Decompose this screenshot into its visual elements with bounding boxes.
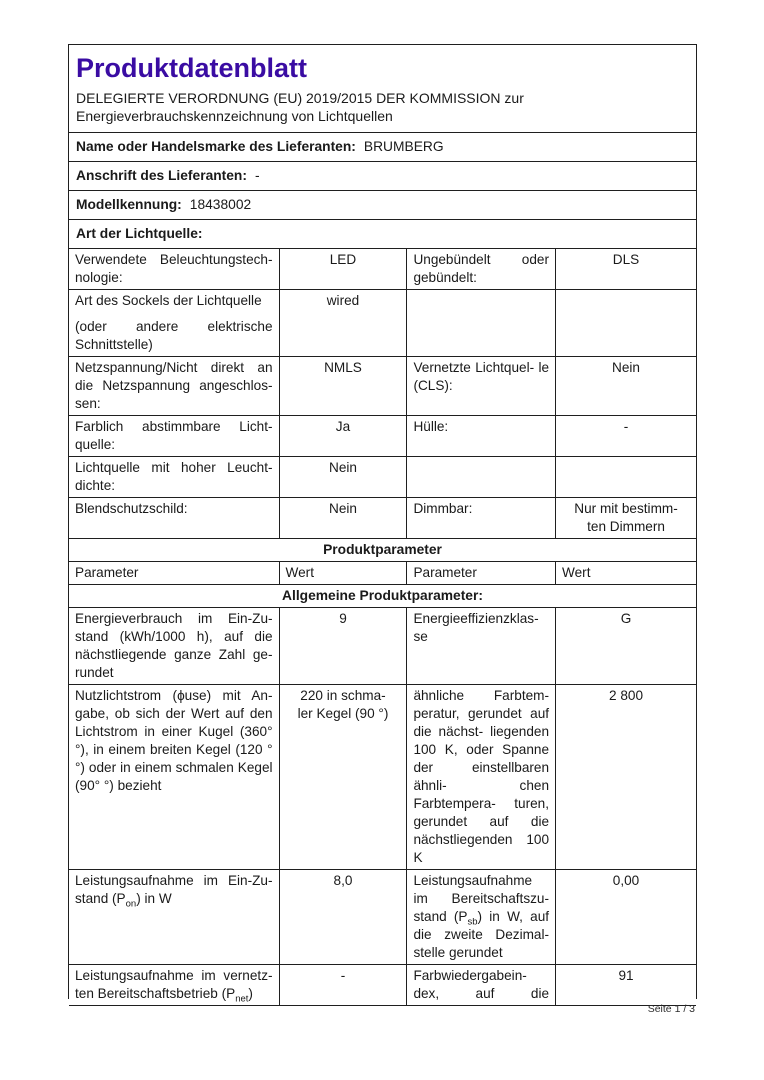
param-label-cell: Leistungsaufnahme im vernetz- ten Bereitschaftsbetrieb $(P_{net})$ — [69, 965, 279, 1006]
section-header-produktparameter — [69, 539, 696, 562]
column-header: Parameter — [407, 562, 556, 585]
section-header-allgemeine — [69, 585, 696, 608]
value-cell: 220 in schma- ler Kegel (90 °) — [279, 685, 407, 870]
param-label-cell: Nutzlichtstrom (ϕuse) mit An- gabe, ob sich der Wert auf den Lichtstrom in einer Kugel (360° °), in einem breiten Kegel (120 °°) oder in einem schmalen Kegel (90° °) bezieht — [69, 685, 279, 870]
value-cell: NMLS — [279, 357, 407, 416]
table-row — [69, 357, 696, 416]
supplier-name-row — [69, 132, 696, 161]
value-cell: - — [279, 965, 407, 1006]
model-id-row — [69, 190, 696, 219]
param-label-cell: Energieeffizienzklas- se — [407, 608, 556, 685]
supplier-address-value: - — [254, 168, 260, 183]
value-cell: 2 800 — [556, 685, 696, 870]
param-label-cell: ähnliche Farbtem- peratur, gerundet auf die nächst- liegenden 100 K, oder Spanne der einstellbaren ähnli- chen Farbtempera- turen, gerundet auf die nächstliegenden 100 K — [407, 685, 556, 870]
column-header: Wert — [279, 562, 407, 585]
param-label-cell: Farbwiedergabein- dex, auf die — [407, 965, 556, 1006]
supplier-address-row — [69, 161, 696, 190]
param-label-cell: Energieverbrauch im Ein-Zu- stand (kWh/1000 h), auf die nächstliegende ganze Zahl ge- rundet — [69, 608, 279, 685]
param-label-cell: Farblich abstimmbare Licht- quelle: — [69, 416, 279, 457]
section-title: Allgemeine Produktparameter: — [69, 585, 696, 608]
value-cell: 91 — [556, 965, 696, 1006]
supplier-address-label: Anschrift des Lieferanten: — [76, 168, 247, 183]
page-number: Seite 1 / 3 — [647, 1003, 695, 1015]
table-row — [69, 870, 696, 965]
param-label-cell: Dimmbar: — [407, 498, 556, 539]
value-cell: Nur mit bestimm- ten Dimmern — [556, 498, 696, 539]
model-id-value: 18438002 — [189, 197, 252, 212]
product-datasheet — [68, 44, 697, 1005]
value-cell: LED — [279, 249, 407, 290]
section-title: Produktparameter — [69, 539, 696, 562]
value-cell — [556, 290, 696, 357]
value-cell: Nein — [279, 457, 407, 498]
column-header: Wert — [556, 562, 696, 585]
value-cell: - — [556, 416, 696, 457]
supplier-name-value: BRUMBERG — [363, 139, 444, 154]
table-row — [69, 457, 696, 498]
table-row — [69, 608, 696, 685]
value-cell: 0,00 — [556, 870, 696, 965]
param-label-cell: Netzspannung/Nicht direkt an die Netzspannung angeschlos- sen: — [69, 357, 279, 416]
param-label-cell: Art des Sockels der Lichtquelle (oder andere elektrische Schnittstelle) — [69, 290, 279, 357]
param-label-cell: Lichtquelle mit hoher Leucht- dichte: — [69, 457, 279, 498]
param-label-cell: Blendschutzschild: — [69, 498, 279, 539]
table-row — [69, 965, 696, 1006]
light-source-type-row — [69, 219, 696, 248]
value-cell: DLS — [556, 249, 696, 290]
param-label-cell: Ungebündelt oder gebündelt: — [407, 249, 556, 290]
value-cell: Nein — [279, 498, 407, 539]
table-row — [69, 249, 696, 290]
param-label-cell: Vernetzte Lichtquel- le (CLS): — [407, 357, 556, 416]
regulation-subtitle: DELEGIERTE VERORDNUNG (EU) 2019/2015 DER KOMMISSION zur Energieverbrauchskennzeichnung von Lichtquellen — [76, 90, 524, 124]
page-title: Produktdatenblatt — [76, 53, 308, 83]
param-label-cell: Hülle: — [407, 416, 556, 457]
value-cell: Ja — [279, 416, 407, 457]
table-row — [69, 416, 696, 457]
light-source-type-label: Art der Lichtquelle: — [76, 226, 203, 241]
model-id-label: Modellkennung: — [76, 197, 182, 212]
value-cell: 8,0 — [279, 870, 407, 965]
column-header-row — [69, 562, 696, 585]
param-label-cell — [407, 457, 556, 498]
value-cell — [556, 457, 696, 498]
param-label-cell: Leistungsaufnahme im Ein-Zu- stand $(P_{on})$ in W — [69, 870, 279, 965]
header-block — [69, 45, 696, 132]
table-row — [69, 498, 696, 539]
value-cell: wired — [279, 290, 407, 357]
value-cell: 9 — [279, 608, 407, 685]
param-label-cell — [407, 290, 556, 357]
value-cell: Nein — [556, 357, 696, 416]
column-header: Parameter — [69, 562, 279, 585]
value-cell: G — [556, 608, 696, 685]
supplier-name-label: Name oder Handelsmarke des Lieferanten: — [76, 139, 356, 154]
datasheet-table — [69, 248, 696, 1006]
table-row — [69, 290, 696, 357]
param-label-cell: Verwendete Beleuchtungstech- nologie: — [69, 249, 279, 290]
param-label-cell: Leistungsaufnahme im Bereitschaftszu- stand $(P_{sb})$ in W, auf die zweite Dezimal- stelle gerundet — [407, 870, 556, 965]
table-row — [69, 685, 696, 870]
